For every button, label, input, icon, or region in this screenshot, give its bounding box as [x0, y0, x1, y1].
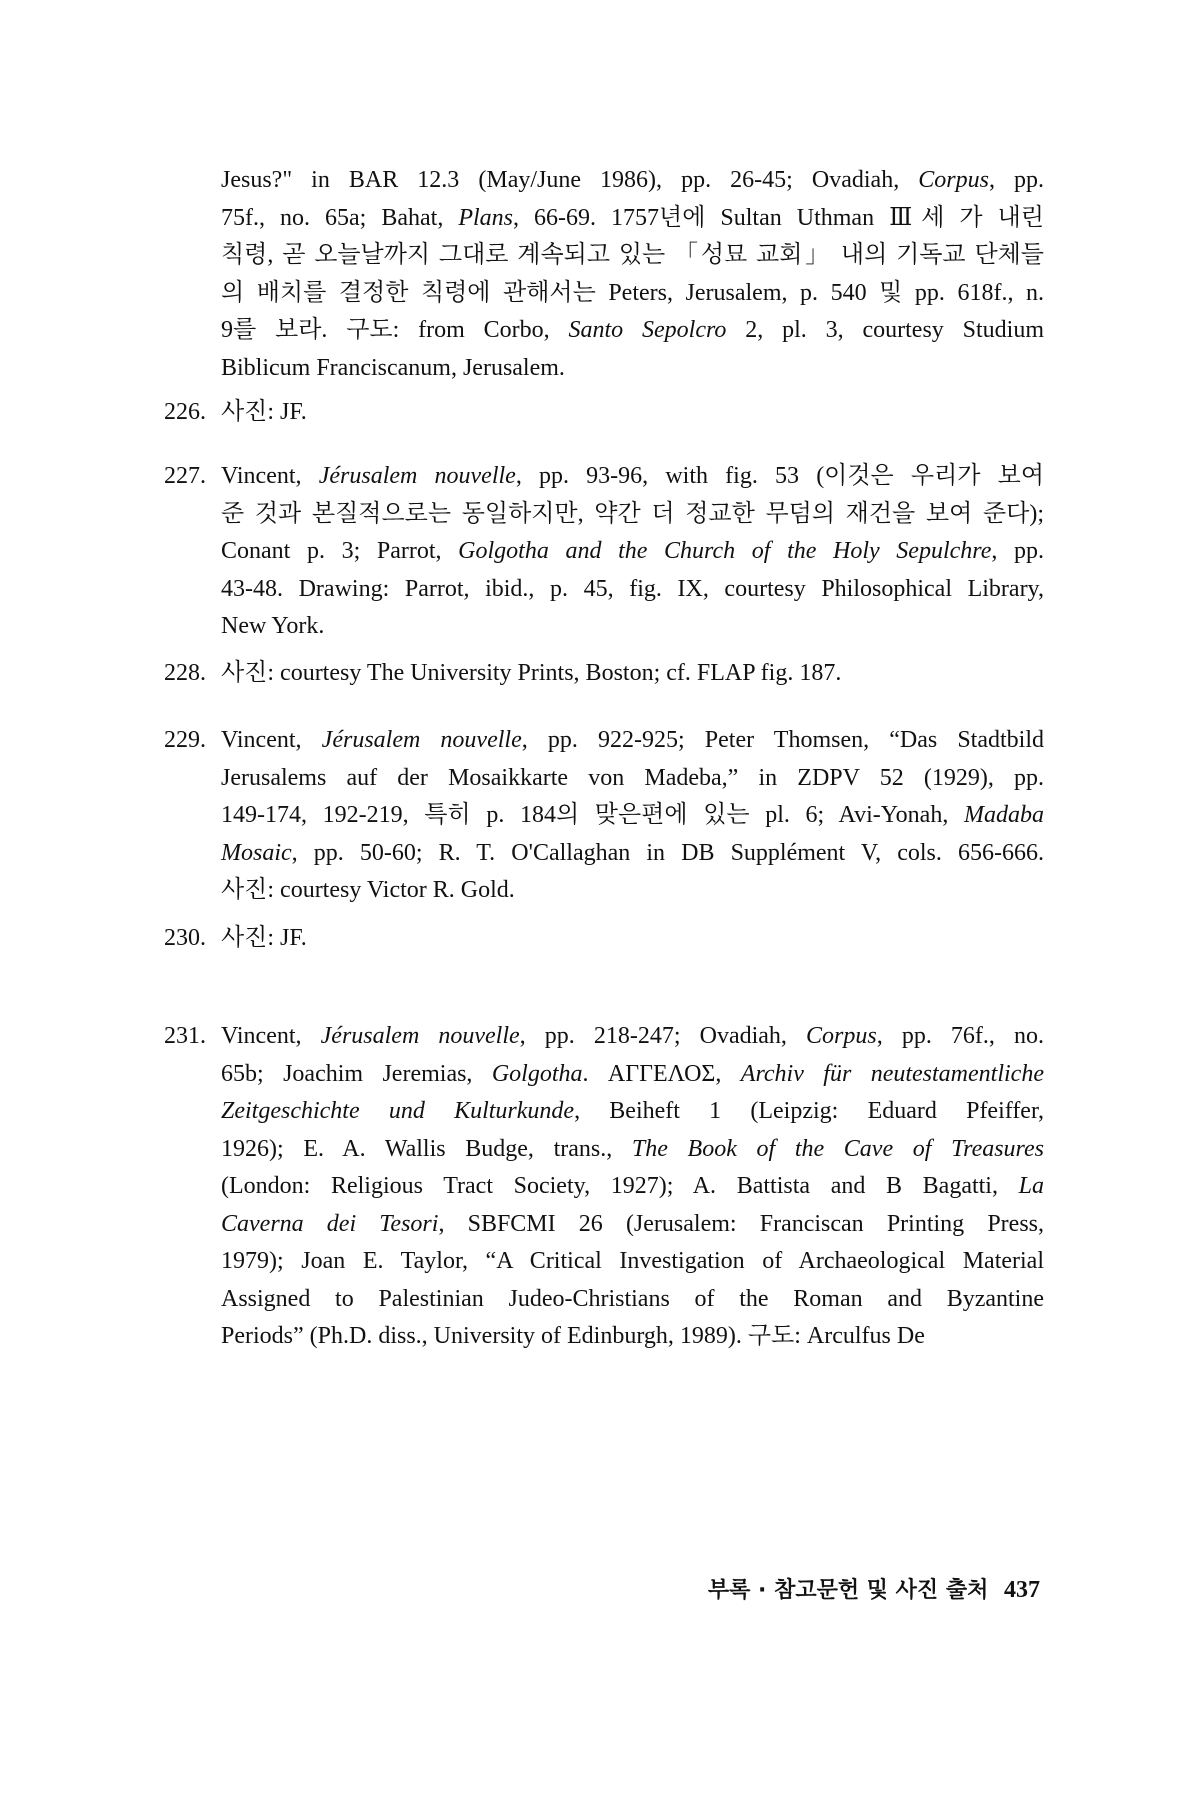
note-line: 사진: courtesy Victor R. Gold.	[221, 877, 515, 903]
note-line: Jerusalems auf der Mosaikkarte von Madeba,” in ZDPV 52 (1929), pp.	[221, 764, 1044, 791]
note-line: Conant p. 3; Parrot, Golgotha and the Church of the Holy Sepulchre, pp.	[221, 538, 1045, 564]
note-line: Caverna dei Tesori, SBFCMI 26 (Jerusalem: Franciscan Printing Press,	[221, 1210, 1045, 1237]
note-line: 43-48. Drawing: Parrot, ibid., p. 45, fig. IX, courtesy Philosophical Library,	[221, 575, 1044, 602]
note-line: Vincent, Jérusalem nouvelle, pp. 218-247; Ovadiah, Corpus, pp. 76f., no.	[221, 1023, 1045, 1049]
note-225-continued	[221, 162, 1044, 387]
note-line: 준 것과 본질적으로는 동일하지만, 약간 더 정교한 무덤의 재건을 보여 준다);	[221, 500, 1044, 527]
note-229	[164, 722, 1044, 910]
note-body	[221, 162, 1044, 387]
note-line: Periods” (Ph.D. diss., University of Edinburgh, 1989). 구도: Arculfus De	[221, 1323, 925, 1349]
note-line: 의 배치를 결정한 칙령에 관해서는 Peters, Jerusalem, p. 540 및 pp. 618f., n.	[221, 279, 1044, 306]
note-226	[164, 394, 1044, 432]
note-line: Biblicum Franciscanum, Jerusalem.	[221, 354, 565, 381]
note-line: Jesus?" in BAR 12.3 (May/June 1986), pp. 26-45; Ovadiah, Corpus, pp.	[221, 167, 1044, 193]
note-line: 사진: JF.	[221, 925, 307, 951]
note-body	[221, 722, 1044, 910]
note-line: Vincent, Jérusalem nouvelle, pp. 922-925; Peter Thomsen, “Das Stadtbild	[221, 727, 1045, 753]
note-line: Assigned to Palestinian Judeo-Christians of the Roman and Byzantine	[221, 1285, 1044, 1312]
note-line: 65b; Joachim Jeremias, Golgotha. ΑΓΓΕΛΟΣ, Archiv für neutestamentliche	[221, 1060, 1044, 1087]
note-227	[164, 458, 1044, 646]
note-line: 75f., no. 65a; Bahat, Plans, 66-69. 1757년에 Sultan Uthman Ⅲ세 가 내린	[221, 204, 1044, 231]
note-number: 227.	[164, 463, 206, 489]
note-body	[221, 920, 1044, 958]
note-line: New York.	[221, 613, 325, 639]
note-body	[221, 394, 1044, 432]
note-line: Zeitgeschichte und Kulturkunde, Beiheft 1 (Leipzig: Eduard Pfeiffer,	[221, 1098, 1044, 1124]
note-line: Mosaic, pp. 50-60; R. T. O'Callaghan in DB Supplément V, cols. 656-666.	[221, 839, 1044, 866]
note-line: 1926); E. A. Wallis Budge, trans., The Book of the Cave of Treasures	[221, 1135, 1044, 1162]
footer-section-title: 부록 · 참고문헌 및 사진 출처	[707, 1578, 989, 1603]
note-231	[164, 1018, 1044, 1356]
note-number: 226.	[164, 399, 206, 425]
note-line: 149-174, 192-219, 특히 p. 184의 맞은편에 있는 pl. 6; Avi-Yonah, Madaba	[221, 802, 1044, 828]
note-line: Vincent, Jérusalem nouvelle, pp. 93-96, with fig. 53 (이것은 우리가 보여	[221, 463, 1044, 489]
note-body	[221, 1018, 1044, 1356]
note-line: 1979); Joan E. Taylor, “A Critical Investigation of Archaeological Material	[221, 1248, 1044, 1274]
note-line: (London: Religious Tract Society, 1927); A. Battista and B Bagatti, La	[221, 1173, 1044, 1199]
note-body	[221, 458, 1044, 646]
note-230	[164, 920, 1044, 958]
note-number: 230.	[164, 925, 206, 951]
note-line: 사진: JF.	[221, 399, 307, 425]
note-body	[221, 655, 1044, 693]
note-228	[164, 655, 1044, 693]
note-line: 9를 보라. 구도: from Corbo, Santo Sepolcro 2, pl. 3, courtesy Studium	[221, 317, 1045, 343]
page-footer	[620, 1575, 1040, 1606]
note-number: 229.	[164, 727, 206, 753]
note-number: 231.	[164, 1023, 206, 1049]
note-number: 228.	[164, 660, 206, 686]
note-line: 칙령, 곧 오늘날까지 그대로 계속되고 있는 「성묘 교회」 내의 기독교 단체들	[221, 242, 1044, 268]
note-line: 사진: courtesy The University Prints, Boston; cf. FLAP fig. 187.	[221, 660, 842, 686]
page-number: 437	[1004, 1577, 1040, 1603]
